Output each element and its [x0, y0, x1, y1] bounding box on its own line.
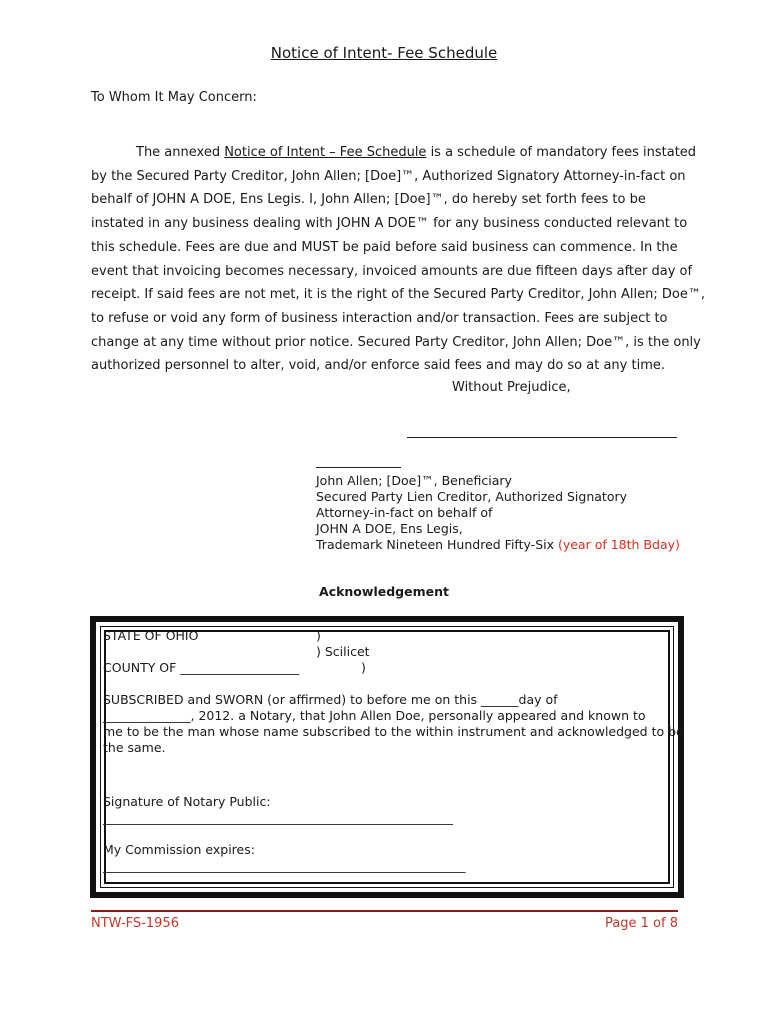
state-row	[103, 628, 668, 644]
body-paragraph	[91, 141, 706, 378]
sworn-line: ______________, 2012. a Notary, that John Allen Doe, personally appeared and known to	[103, 708, 646, 723]
document-title: Notice of Intent- Fee Schedule	[270, 44, 498, 62]
commission-label: My Commission expires:	[103, 842, 255, 857]
signatory-entity: JOHN A DOE, Ens Legis,	[316, 521, 463, 536]
county-row	[103, 660, 668, 676]
salutation: To Whom It May Concern:	[91, 90, 257, 105]
signatory-aif: Attorney-in-fact on behalf of	[316, 505, 493, 520]
body-line: by the Secured Party Creditor, John Allen; [Doe]™, Authorized Signatory Attorney-in-fact on	[91, 168, 686, 184]
acknowledgement-title: Acknowledgement	[319, 584, 449, 599]
notary-signature-field[interactable]: ________________________________________________________	[103, 810, 453, 825]
body-text: is a schedule of mandatory fees instated	[426, 145, 697, 160]
body-line: to refuse or void any form of business interaction and/or transaction. Fees are subject to	[91, 310, 668, 326]
acknowledgement-content	[103, 628, 684, 874]
notice-reference: Notice of Intent – Fee Schedule	[224, 145, 427, 160]
body-text: The annexed	[136, 145, 225, 160]
signatory-name: John Allen; [Doe]™, Beneficiary	[316, 473, 512, 488]
trademark-text: Trademark Nineteen Hundred Fifty-Six	[316, 537, 558, 552]
body-line: this schedule. Fees are due and MUST be paid before said business can commence. In the	[91, 239, 678, 255]
sworn-line: SUBSCRIBED and SWORN (or affirmed) to before me on this ______day of	[103, 692, 558, 707]
county-paren: )	[361, 660, 366, 675]
notary-signature-label: Signature of Notary Public:	[103, 794, 271, 809]
footer-page-number: Page 1 of 8	[605, 916, 678, 931]
sworn-line: the same.	[103, 740, 166, 755]
trademark-line	[316, 537, 680, 553]
body-line: authorized personnel to alter, void, and/or enforce said fees and may do so at any time.	[91, 358, 665, 374]
body-line	[91, 141, 697, 165]
signature-line	[407, 437, 677, 438]
body-line: receipt. If said fees are not met, it is the right of the Secured Party Creditor, John Allen; Doe™,	[91, 287, 706, 303]
body-line: behalf of JOHN A DOE, Ens Legis. I, John Allen; [Doe]™, do hereby set forth fees to be	[91, 192, 646, 208]
footer-rule	[91, 910, 678, 912]
signatory-role: Secured Party Lien Creditor, Authorized Signatory	[316, 489, 628, 504]
state-label: STATE OF OHIO	[103, 628, 199, 643]
body-line: instated in any business dealing with JOHN A DOE™ for any business conducted relevant to	[91, 216, 688, 232]
state-paren: )	[316, 628, 321, 643]
footer-doc-id: NTW-FS-1956	[91, 916, 179, 931]
trademark-note: (year of 18th Bday)	[557, 537, 680, 552]
sworn-line: me to be the man whose name subscribed to the within instrument and acknowledged to be	[103, 724, 684, 739]
signature-line-continued	[316, 467, 401, 468]
scilicet-label: ) Scilicet	[316, 644, 370, 659]
body-line: event that invoicing becomes necessary, invoiced amounts are due fifteen days after day of	[91, 263, 693, 279]
body-line: change at any time without prior notice. Secured Party Creditor, John Allen; Doe™, is the only	[91, 334, 701, 350]
county-label: COUNTY OF ___________________	[103, 660, 300, 675]
scilicet-row	[103, 644, 668, 660]
signature-block	[316, 473, 680, 553]
commission-field[interactable]: __________________________________________________________	[103, 858, 466, 873]
closing-text: Without Prejudice,	[452, 380, 571, 395]
